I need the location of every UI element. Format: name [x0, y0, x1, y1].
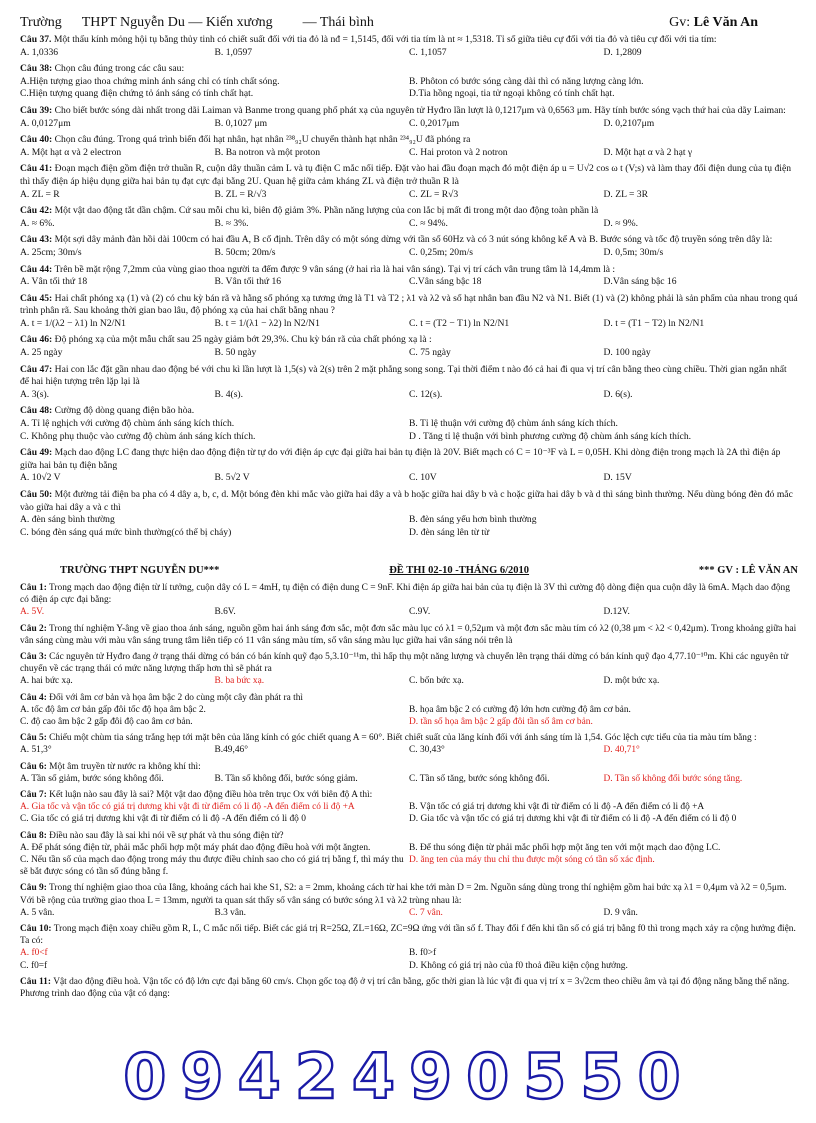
answer-option: D.12V.	[603, 607, 630, 618]
answer-option: A. Tần số giảm, bước sóng không đổi.	[20, 773, 164, 784]
question-text: Trên bề mặt rộng 7,2mm của vùng giao thoa người ta đếm được 9 vân sáng (ở hai rìa là hai vân sáng). Tại vị trí cách vân trung tâm là 14,4mm là :	[54, 263, 616, 275]
answer-option: B. Tần số không đổi, bước sóng giảm.	[214, 773, 358, 784]
answer-options	[20, 947, 798, 971]
question-stem	[20, 334, 798, 347]
answer-options	[20, 704, 798, 728]
answer-options	[20, 118, 798, 131]
answer-option: C.Vân sáng bậc 18	[409, 276, 482, 288]
answer-option: C. bốn bức xạ.	[409, 676, 464, 687]
answer-option: B. ZL = R/√3	[214, 188, 267, 200]
answer-option: D. Không có giá trị nào của f0 thoả điều kiện cộng hưởng.	[409, 960, 628, 971]
question	[20, 134, 798, 159]
question-stem	[20, 623, 798, 647]
answer-option: D. 0,2107μm	[603, 117, 655, 129]
answer-option: A. 1,0336	[20, 46, 59, 58]
answer-option: C. 0,25m; 20m/s	[409, 246, 473, 258]
answer-options	[20, 276, 798, 289]
question-number: Câu 46:	[20, 334, 53, 346]
question-text: Trong mạch điện xoay chiều gồm R, L, C mắc nối tiếp. Biết các giá trị R=25Ω, ZL=16Ω, ZC=9Ω ứng với tần số f. Thay đổi f đến khi tần số có giá trị bằng f0 thì trong mạch xảy ra cộng hưởng điện. Ta có:	[20, 924, 796, 947]
test2-title: ĐỀ THI 02-10 -THÁNG 6/2010	[389, 565, 530, 577]
question-number: Câu 4:	[20, 692, 47, 703]
question-number: Câu 37.	[20, 34, 52, 45]
answer-option: D. Tần số không đổi bước sóng tăng.	[603, 773, 743, 784]
answer-option: C. 12(s).	[409, 388, 443, 400]
answer-options	[20, 389, 798, 402]
test2-header	[60, 565, 798, 578]
answer-option: C. t = (T2 − T1) ln N2/N1	[409, 317, 510, 329]
question-stem	[20, 830, 798, 842]
question-number: Câu 7:	[20, 790, 47, 801]
answer-option: A. Gia tốc và vận tốc có giá trị dương khi vật đi từ điểm có li độ -A đến điểm có li độ +A	[20, 802, 355, 813]
answer-option: C. 30,43°	[409, 745, 445, 756]
question-text: Trong thí nghiệm Y-âng về giao thoa ánh sáng, nguồn gồm hai ánh sáng đơn sắc, một đơn sắc màu lục có λ1 = 0,52μm và một đơn sắc màu tím có λ2 (0,38 μm < λ2 < 0,42μm). Trong khoảng giữa hai vân sáng cùng màu với màu vân sáng trung tâm liên tiếp có 11 vân sáng màu tím, số vân sáng màu lục giữa hai vân sáng nói trên là	[20, 623, 797, 646]
teacher-prefix: Gv:	[669, 15, 691, 30]
question-number: Câu 49:	[20, 447, 53, 459]
answer-option: D.Vân sáng bậc 16	[603, 276, 677, 288]
question-number: Câu 9:	[20, 883, 47, 894]
part2-questions	[20, 582, 798, 1000]
answer-options	[20, 76, 798, 101]
answer-option: A. f0<f	[20, 948, 48, 959]
question-number: Câu 44:	[20, 263, 53, 275]
question-text: Đoạn mạch điện gồm điện trở thuần R, cuộn dây thuần cảm L và tụ điện C mắc nối tiếp. Đặt vào hai đầu đoạn mạch đó một điện áp u = U√2 cos ω t (V;s) và làm thay đổi điện dung của tụ điện thì thấy điện áp hiệu dụng giữa hai bản tụ đạt cực đại bằng 2U. Quan hệ giữa cảm kháng ZL và điện trở thuần R là	[20, 163, 792, 187]
answer-option: C. Tần số tăng, bước sóng không đổi.	[409, 773, 550, 784]
answer-option: B. họa âm bậc 2 có cường độ lớn hơn cường độ âm cơ bản.	[409, 704, 631, 715]
school-label: Trường	[20, 15, 62, 30]
answer-option: C. Không phụ thuộc vào cường độ chùm ánh sáng kích thích.	[20, 430, 256, 442]
question-text: Kết luận nào sau đây là sai? Một vật dao động điều hòa trên trục Ox với biên độ A thì:	[49, 790, 373, 801]
question	[20, 789, 798, 826]
question-text: Một đường tải điện ba pha có 4 dây a, b, c, d. Một bóng đèn khi mắc vào giữa hai dây a và b hoặc giữa hai dây b và c hoặc giữa hai dây b và d thì sáng bình thường. Nếu dùng bóng đèn đó mắc vào giữa hai dây a và c thì	[20, 489, 793, 513]
question-text: Mạch dao động LC đang thực hiện dao động điện từ tự do với điện áp cực đại giữa hai bản tụ điện là 20V. Biết mạch có C = 10⁻³F và L = 0,05H. Khi dòng điện trong mạch là 2A thì điện áp giữa hai bản tụ điện bằng	[20, 447, 781, 471]
answer-option: D. 0,5m; 30m/s	[603, 246, 664, 258]
question-text: Một thấu kính mỏng hội tụ bằng thủy tinh có chiết suất đối với tia đỏ là nđ = 1,5145, đối với tia tím là nt ≈ 1,5318. Tỉ số giữa tiêu cự đối với tia đỏ và tiêu cự đối với tia tím:	[53, 34, 717, 45]
answer-option: B. Để thu sóng điện từ phải mắc phối hợp một ăng ten với một mạch dao động LC.	[409, 842, 721, 853]
question-text: Một vật dao động tắt dần chậm. Cứ sau mỗi chu kì, biên độ giảm 3%. Phần năng lượng của con lắc bị mất đi trong một dao động toàn phần là	[54, 205, 599, 217]
answer-options	[20, 47, 798, 60]
answer-option: B.3 vân.	[214, 907, 247, 918]
question-number: Câu 45:	[20, 292, 53, 304]
province: — Thái bình	[302, 15, 374, 30]
test2-school: TRƯỜNG THPT NGUYỄN DU***	[60, 565, 220, 577]
answer-option: A. tốc độ âm cơ bản gấp đôi tốc độ họa âm bậc 2.	[20, 704, 206, 715]
answer-option: D . Tăng tỉ lệ thuận với bình phương cường độ chùm ánh sáng kích thích.	[409, 430, 692, 442]
question	[20, 582, 798, 619]
answer-option: C. Gia tốc có giá trị dương khi vật đi từ điểm có li độ -A đến điểm có li độ 0	[20, 814, 306, 825]
answer-option: D. tần số họa âm bậc 2 gấp đôi tần số âm cơ bản.	[409, 717, 593, 727]
question-stem	[20, 651, 798, 675]
question-stem	[20, 923, 798, 947]
answer-options	[20, 606, 798, 618]
question-number: Câu 38:	[20, 63, 53, 75]
question	[20, 623, 798, 647]
answer-option: D. 40,71°	[603, 745, 640, 756]
phone-watermark	[14, 1048, 804, 1108]
answer-option: D. ăng ten của máy thu chỉ thu được một sóng có tần số xác định.	[409, 855, 655, 866]
answer-option: D. Gia tốc và vận tốc có giá trị dương khi vật đi từ điểm có li độ -A đến điểm có li độ 0	[409, 814, 737, 825]
question-number: Câu 48:	[20, 405, 53, 417]
answer-option: D. 9 vân.	[603, 907, 638, 918]
answer-option: B. Vận tốc có giá trị dương khi vật đi từ điểm có li độ -A đến điểm có li độ +A	[409, 802, 705, 813]
answer-options	[20, 907, 798, 919]
answer-option: C. bóng đèn sáng quá mức bình thường(có thể bị cháy)	[20, 526, 232, 538]
answer-option: D. đèn sáng lên từ từ	[409, 526, 490, 538]
question-number: Câu 10:	[20, 924, 52, 935]
answer-option: A.Hiện tượng giao thoa chứng minh ánh sáng chỉ có tính chất sóng.	[20, 75, 280, 87]
question-number: Câu 2:	[20, 623, 47, 634]
phone-watermark-svg	[14, 1048, 804, 1108]
question	[20, 364, 798, 402]
teacher	[669, 14, 758, 32]
question	[20, 651, 798, 688]
question	[20, 732, 798, 756]
question-text: Chọn câu đúng trong các câu sau:	[54, 63, 185, 75]
question-stem	[20, 34, 798, 47]
answer-option: B. 5√2 V	[214, 472, 250, 484]
question-stem	[20, 489, 798, 514]
answer-option: A. Tỉ lệ nghịch với cường độ chùm ánh sáng kích thích.	[20, 418, 235, 430]
answer-option: D. 1,2809	[603, 46, 642, 58]
question	[20, 923, 798, 972]
answer-options	[20, 514, 798, 539]
answer-option: B.49,46°	[214, 745, 248, 756]
answer-option: A. hai bức xạ.	[20, 676, 73, 687]
answer-option: A. Một hạt α và 2 electron	[20, 146, 122, 158]
test2-section	[20, 565, 798, 1000]
answer-option: A. ≈ 6%.	[20, 217, 55, 229]
question-number: Câu 3:	[20, 651, 47, 662]
question	[20, 405, 798, 443]
page-header	[20, 14, 798, 32]
question-stem	[20, 105, 798, 118]
question	[20, 34, 798, 59]
question-text: Các nguyên tử Hyđro đang ở trạng thái dừng có bán có bán kính quỹ đạo 5,3.10⁻¹¹m, thì hấp thụ một năng lượng và chuyển lên trạng thái dừng có bán kính quỹ đạo 4,77.10⁻¹⁰m. Khi các nguyên tử chuyển về các trạng thái có mức năng lượng thấp hơn thì sẽ phát ra	[20, 651, 789, 675]
question-stem	[20, 882, 798, 906]
answer-option: B. Ba notron và một proton	[214, 146, 321, 158]
answer-option: A. 5V.	[20, 607, 45, 618]
question-text: Vật dao động điều hoà. Vận tốc có độ lớn cực đại bằng 60 cm/s. Chọn gốc toạ độ ở vị trí cân bằng, gốc thời gian là lúc vật đi qua vị trí x = 3√2cm theo chiều âm và tại đó động năng bằng thế năng. Phương trình dao động của vật có dạng:	[20, 976, 790, 1000]
question	[20, 63, 798, 101]
answer-option: C. 75 ngày	[409, 347, 451, 359]
question-text: Cho biết bước sóng dài nhất trong dãi Laiman và Banme trong quang phổ phát xạ của nguyên tử Hyđro lần lượt là 0,1217μm và 0,6563 μm. Hãy tính bước sóng vạch thứ hai của dãy Laiman:	[54, 104, 786, 116]
answer-option: A. ZL = R	[20, 188, 60, 200]
answer-option: C.9V.	[409, 607, 431, 618]
question-stem	[20, 732, 798, 744]
answer-option: A. Vân tối thứ 18	[20, 276, 88, 288]
answer-option: A. 51,3°	[20, 745, 52, 756]
answer-option: D.Tia hồng ngoại, tia tử ngoại không có tính chất hạt.	[409, 88, 615, 100]
answer-options	[20, 472, 798, 485]
question	[20, 163, 798, 201]
answer-options	[20, 347, 798, 360]
answer-option: B. Phôton có bước sóng càng dài thì có năng lượng càng lớn.	[409, 75, 644, 87]
answer-option: B. đèn sáng yếu hơn bình thường	[409, 514, 537, 526]
question	[20, 447, 798, 485]
answer-options	[20, 418, 798, 443]
answer-option: B. t = 1/(λ1 − λ2) ln N2/N1	[214, 317, 320, 329]
answer-options	[20, 842, 798, 879]
answer-option: C. ≈ 94%.	[409, 217, 448, 229]
exam-page	[20, 14, 798, 1004]
question-stem	[20, 692, 798, 704]
answer-option: D. ZL = 3R	[603, 188, 648, 200]
question-number: Câu 6:	[20, 761, 47, 772]
answer-option: D. 15V	[603, 472, 632, 484]
answer-option: C. ZL = R√3	[409, 188, 459, 200]
question-text: Hai chất phóng xạ (1) và (2) có chu kỳ bán rã và hằng số phóng xạ tương ứng là T1 và T2 ; λ1 và λ2 và số hạt nhân ban đầu N2 và N1. Biết (1) và (2) không phải là sản phẩm của nhau trong quá trình phân rã. Sau khoảng thời gian bao lâu, độ phóng xạ của hai chất bằng nhau ?	[20, 292, 798, 317]
question-text: Trong mạch dao động điện từ lí tưởng, cuộn dây có L = 4mH, tụ điện có điện dung C = 9nF. Khi điện áp giữa hai bản của tụ điện là 3V thì cường độ dòng điện qua cuộn dây là 6mA. Mạch dao động có điện áp cực đại bằng:	[20, 582, 790, 606]
question-stem	[20, 789, 798, 801]
answer-option: A. Để phát sóng điện từ, phải mắc phối hợp một máy phát dao động điều hoà với một ăngten.	[20, 842, 371, 853]
answer-option: D. t = (T1 − T2) ln N2/N1	[603, 317, 705, 329]
answer-option: C. Nếu tần số của mạch dao động trong máy thu được điều chỉnh sao cho có giá trị bằng f, thì máy thu sẽ bắt được sóng có tần số đúng bằng f.	[20, 855, 404, 878]
answer-option: A. t = 1/(λ2 − λ1) ln N2/N1	[20, 317, 126, 329]
question-stem	[20, 205, 798, 218]
question-stem	[20, 264, 798, 277]
question-text: Một sợi dây mảnh đàn hồi dài 100cm có hai đầu A, B cố định. Trên dây có một sóng dừng với tần số 60Hz và có 3 nút sóng không kể A và B. Bước sóng và tốc độ truyền sóng trên dây là:	[54, 234, 773, 246]
answer-option: A. 0,0127μm	[20, 117, 71, 129]
answer-option: C. 1,1057	[409, 46, 447, 58]
question-number: Câu 43:	[20, 234, 53, 246]
question	[20, 293, 798, 331]
answer-option: A. đèn sáng bình thường	[20, 514, 115, 526]
question-stem	[20, 405, 798, 418]
answer-option: C. 0,2017μm	[409, 117, 460, 129]
question-number: Câu 40:	[20, 134, 53, 146]
answer-options	[20, 247, 798, 260]
question-text: Trong thí nghiệm giao thoa của Iâng, khoảng cách hai khe S1, S2: a = 2mm, khoảng cách từ hai khe tới màn D = 2m. Nguồn sáng dùng trong thí nghiệm gồm hai bức xạ λ1 = 0,4μm và λ2 = 0,5μm. Với bề rộng của trường giao thoa L = 13mm, người ta quan sát thấy số vân sáng có bước sóng λ1 và λ2 trùng nhau là:	[20, 883, 787, 906]
answer-option: B. 4(s).	[214, 388, 244, 400]
question	[20, 761, 798, 785]
answer-options	[20, 318, 798, 331]
question-stem	[20, 234, 798, 247]
question-stem	[20, 134, 798, 147]
question	[20, 205, 798, 230]
question-number: Câu 8:	[20, 830, 47, 841]
answer-option: C. f0=f	[20, 960, 48, 971]
answer-option: B. Tỉ lệ thuận với cường độ chùm ánh sáng kích thích.	[409, 418, 618, 430]
test2-teacher: *** GV : LÊ VĂN AN	[698, 565, 798, 577]
question-text: Chọn câu đúng. Trong quá trình biến đổi hạt nhân, hạt nhân ²³⁸₉₂U chuyển thành hạt nhân ²³⁴₉₂U đã phóng ra	[54, 134, 471, 146]
answer-option: C. Hai proton và 2 notron	[409, 146, 508, 158]
answer-option: D. một bức xạ.	[603, 676, 660, 687]
question	[20, 830, 798, 879]
question	[20, 489, 798, 539]
answer-option: B. 50 ngày	[214, 347, 257, 359]
question-stem	[20, 293, 798, 318]
answer-option: C.Hiện tượng quang điện chứng tỏ ánh sáng có tính chất hạt.	[20, 88, 254, 100]
question-number: Câu 42:	[20, 205, 53, 217]
answer-option: B. 50cm; 20m/s	[214, 246, 276, 258]
question-number: Câu 39:	[20, 104, 53, 116]
answer-option: C. 7 vân.	[409, 907, 443, 918]
question-text: Cường độ dòng quang điện bão hòa.	[54, 405, 195, 417]
question-number: Câu 1:	[20, 582, 47, 593]
phone-number: 0942490550	[123, 1048, 695, 1108]
question-text: Hai con lắc đặt gần nhau dao động bé với chu kì lần lượt là 1,5(s) và 2(s) trên 2 mặt phẳng song song. Tại thời điểm t nào đó cả hai đi qua vị trí cân bằng theo cùng chiều. Thời gian ngắn nhất để hai hiện tượng trên lặp lại là	[20, 363, 787, 388]
answer-options	[20, 744, 798, 756]
answer-option: B. 0,1027 μm	[214, 117, 268, 129]
answer-option: B. 1,0597	[214, 46, 253, 58]
answer-option: C. độ cao âm bậc 2 gấp đôi độ cao âm cơ bản.	[20, 717, 193, 727]
answer-option: B. ba bức xạ.	[214, 676, 265, 687]
answer-options	[20, 147, 798, 160]
question	[20, 882, 798, 919]
question-stem	[20, 761, 798, 773]
answer-option: A. 25 ngày	[20, 347, 63, 359]
answer-option: A. 10√2 V	[20, 472, 61, 484]
question-stem	[20, 163, 798, 188]
question-stem	[20, 364, 798, 389]
answer-options	[20, 218, 798, 231]
question-number: Câu 50:	[20, 489, 53, 500]
answer-option: B. f0>f	[409, 948, 437, 959]
part1-questions	[20, 34, 798, 539]
question-text: Đối với âm cơ bản và họa âm bậc 2 do cùng một cây đàn phát ra thì	[49, 692, 304, 703]
question-number: Câu 5:	[20, 733, 47, 744]
question-number: Câu 47:	[20, 363, 53, 375]
question-text: Một âm truyền từ nước ra không khí thì:	[49, 761, 201, 772]
answer-option: D. ≈ 9%.	[603, 217, 639, 229]
question	[20, 234, 798, 259]
answer-option: A. 5 vân.	[20, 907, 55, 918]
answer-option: D. 6(s).	[603, 388, 633, 400]
question-text: Điều nào sau đây là sai khi nói về sự phát và thu sóng điện từ?	[49, 830, 284, 841]
question-stem	[20, 63, 798, 76]
answer-options	[20, 773, 798, 785]
question	[20, 692, 798, 729]
question-stem	[20, 447, 798, 472]
question	[20, 334, 798, 359]
answer-option: A. 3(s).	[20, 388, 50, 400]
question	[20, 105, 798, 130]
answer-option: A. 25cm; 30m/s	[20, 246, 82, 258]
question-number: Câu 41:	[20, 163, 53, 175]
answer-option: D. Một hạt α và 2 hạt γ	[603, 146, 693, 158]
teacher-name: Lê Văn An	[693, 15, 758, 30]
answer-option: B. ≈ 3%.	[214, 217, 249, 229]
question	[20, 976, 798, 1000]
answer-option: C. 10V	[409, 472, 437, 484]
answer-option: D. 100 ngày	[603, 347, 651, 359]
question-stem	[20, 582, 798, 606]
answer-options	[20, 801, 798, 825]
question-text: Độ phóng xạ của một mẫu chất sau 25 ngày giảm bớt 29,3%. Chu kỳ bán rã của chất phóng xạ là :	[54, 334, 432, 346]
question-stem	[20, 976, 798, 1000]
question-number: Câu 11:	[20, 976, 51, 987]
answer-options	[20, 189, 798, 202]
question-text: Chiếu một chùm tia sáng trắng hẹp tới mặt bên của lăng kính có góc chiết quang A = 60°. Biết chiết suất của lăng kính đối với ánh sáng tím là 1,54. Góc lệch cực tiểu của tia màu tím bằng :	[49, 733, 757, 744]
answer-options	[20, 675, 798, 687]
answer-option: B.6V.	[214, 607, 236, 618]
answer-option: B. Vân tối thứ 16	[214, 276, 282, 288]
question	[20, 264, 798, 289]
school-name: THPT Nguyễn Du — Kiến xương	[81, 15, 273, 30]
